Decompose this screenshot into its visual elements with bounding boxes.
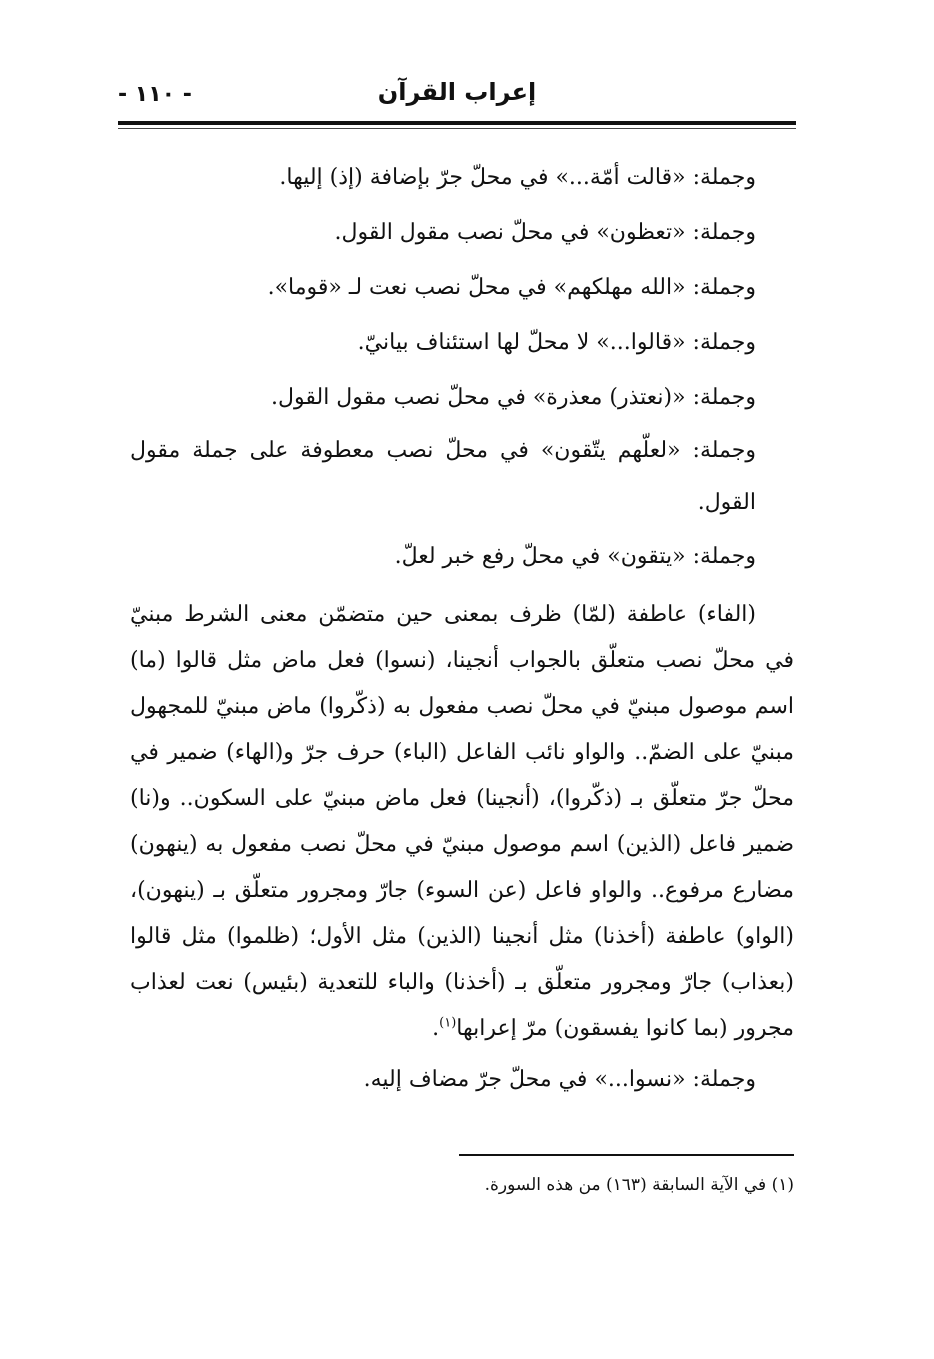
footnote-text: (١) في الآية السابقة (١٦٣) من هذه السورة. [484,1175,794,1195]
sentence-line: وجملة: «قالت أمّة...» في محلّ جرّ بإضافة (إذ) إليها. [279,165,756,190]
header-rule-thin [118,128,796,129]
header-rule-thick [118,121,796,125]
running-title: إعراب القرآن [377,78,537,106]
page-header [118,72,796,122]
paragraph-end: . [432,1016,440,1041]
sentence-line: وجملة: «يتقون» في محلّ رفع خبر لعلّ. [394,544,756,569]
sentence-line: وجملة: «لعلّهم يتّقون» في محلّ نصب معطوفة على جملة مقول القول. [130,438,756,515]
sentence-line: وجملة: «(نعتذر) معذرة» في محلّ نصب مقول القول. [271,385,756,410]
page-number: - ١١٠ - [118,82,192,107]
sentence-line: وجملة: «قالوا...» لا محلّ لها استئناف بيانيّ. [357,330,756,355]
sentence-line: وجملة: «الله مهلكهم» في محلّ نصب نعت لـ «قوما». [267,275,756,300]
page-body [130,150,794,1107]
sentence-line: وجملة: «تعظون» في محلّ نصب مقول القول. [334,220,756,245]
footnote-reference: (١) [439,1015,457,1031]
sentence-line: وجملة: «نسوا...» في محلّ جرّ مضاف إليه. [363,1067,756,1092]
footnote-separator [459,1154,794,1156]
parsing-paragraph-text: (الفاء) عاطفة (لمّا) ظرف بمعنى حين متضمّن معنى الشرط مبنيّ في محلّ نصب متعلّق بالجواب أنجينا، (نسوا) فعل ماض مثل قالوا (ما) اسم موصول مبنيّ في محلّ نصب مفعول به (ذكّروا) ماض مبنيّ للمجهول مبنيّ على الضمّ.. والواو نائب الفاعل (الباء) حرف جرّ و(الهاء) ضمير في محلّ جرّ متعلّق بـ (ذكّروا)، (أنجينا) فعل ماض مبنيّ على السكون.. و(نا) ضمير فاعل (الذين) اسم موصول مبنيّ في محلّ نصب مفعول به (ينهون) مضارع مرفوع.. والواو فاعل (عن السوء) جارّ ومجرور متعلّق بـ (ينهون)، (الواو) عاطفة (أخذنا) مثل أنجينا (الذين) مثل الأول؛ (ظلموا) مثل قالوا (بعذاب) جارّ ومجرور متعلّق بـ (أخذنا) والباء للتعدية (بئيس) نعت لعذاب مجرور (بما كانوا يفسقون) مرّ إعرابها [130,602,794,1041]
parsing-paragraph [130,584,794,1052]
